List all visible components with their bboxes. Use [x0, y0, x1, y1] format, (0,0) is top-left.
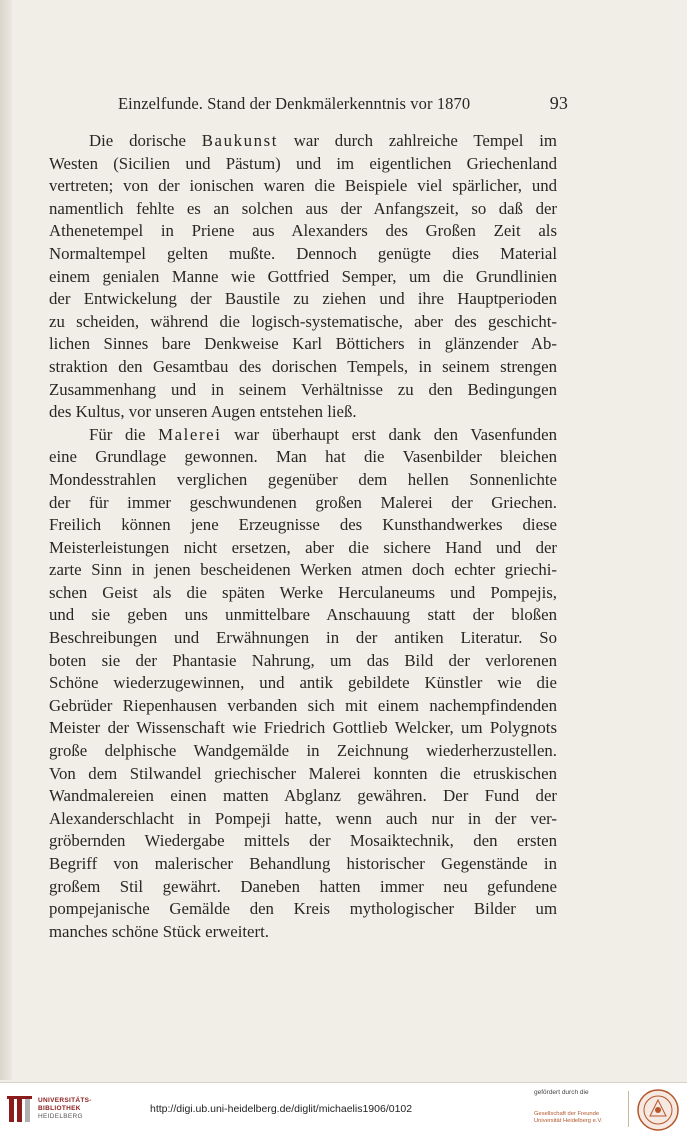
text-line: Schöne wiederzugewinnen, und antik gebildete Künstler wie die — [49, 673, 557, 693]
text-line: großem Stil gewährt. Daneben hatten immer neu gefundene — [49, 876, 557, 896]
text-line: gröbernden Wiedergabe mittels der Mosaiktechnik, den ersten — [49, 831, 557, 851]
text-line: Wandmalereien einen matten Abglanz gewähren. Der Fund der — [49, 786, 557, 806]
permalink-url[interactable]: http://digi.ub.uni-heidelberg.de/diglit/michaelis1906/0102 — [150, 1103, 413, 1115]
text-line: Die dorische Baukunst war durch zahlreiche Tempel im — [89, 131, 557, 150]
text-line: zarte Sinn in jenen bescheidenen Werken atmen doch echter griechi- — [49, 560, 557, 580]
text-line: Beschreibungen und Erwähnungen in der antiken Literatur. So — [49, 628, 557, 648]
sponsor-name — [534, 1111, 602, 1125]
emphasis-word: Malerei — [158, 424, 222, 444]
text-line: schen Geist als die späten Werke Herculaneums und Pompejis, — [49, 582, 557, 602]
emphasis-word: Baukunst — [201, 131, 278, 150]
library-line-1: UNIVERSITÄTS- — [38, 1097, 92, 1104]
library-logo[interactable] — [6, 1091, 106, 1129]
page-number: 93 — [549, 93, 568, 113]
sponsor-line-1: Gesellschaft der Freunde — [534, 1111, 600, 1117]
text-line: und sie geben uns unmittelbare Anschauung statt der bloßen — [49, 605, 557, 625]
page-gutter-shadow — [0, 0, 12, 1080]
library-name — [38, 1097, 92, 1121]
text-line: einem genialen Manne wie Gottfried Semper, um die Grundlinien — [49, 266, 557, 286]
sponsor-line-2: Universität Heidelberg e.V. — [534, 1118, 603, 1124]
sponsor-block[interactable] — [520, 1089, 630, 1131]
body-text — [49, 130, 557, 943]
text-line: pompejanische Gemälde den Kreis mythologischer Bilder um — [49, 899, 557, 919]
text-line: Zusammenhang und in seinem Verhältnisse zu den Bedingungen — [49, 379, 557, 399]
text-line: Begriff von malerischer Behandlung historischer Gegenstände in — [49, 854, 557, 873]
text-line: Freilich können jene Erzeugnisse des Kunsthandwerkes diese — [49, 515, 557, 535]
text-line: eine Grundlage gewonnen. Man hat die Vasenbilder bleichen — [49, 447, 557, 467]
library-line-2: BIBLIOTHEK — [38, 1105, 81, 1112]
text-line: des Kultus, vor unseren Augen entstehen ließ. — [49, 402, 357, 422]
viewer-footer — [0, 1082, 687, 1135]
text-line: Westen (Sicilien und Pästum) und im eigentlichen Griechenland — [49, 153, 557, 173]
running-head-title: Einzelfunde. Stand der Denkmälerkenntnis vor 1870 — [118, 94, 471, 113]
text-line: der für immer geschwundenen großen Malerei der Griechen. — [49, 492, 557, 512]
text-line: boten sie der Phantasie Nahrung, um das Bild der verlorenen — [49, 650, 557, 670]
text-line: Meisterleistungen nicht ersetzen, aber die sichere Hand und der — [49, 537, 557, 557]
funded-by-label: gefördert durch die — [534, 1089, 589, 1096]
text-line: zu scheiden, während die logisch-systematische, aber des geschicht- — [49, 311, 557, 331]
footer-divider — [628, 1091, 629, 1127]
library-emblem-icon — [6, 1095, 34, 1125]
text-line: lichen Sinnes bare Denkweise Karl Böttichers in glänzender Ab- — [49, 334, 557, 354]
text-line: straktion den Gesamtbau des dorischen Tempels, in seinem strengen — [49, 356, 557, 376]
text-line: manches schöne Stück erweitert. — [49, 921, 269, 941]
library-line-3: HEIDELBERG — [38, 1113, 83, 1120]
text-line: Meister der Wissenschaft wie Friedrich Gottlieb Welcker, um Polygnots — [49, 718, 557, 738]
text-line: Athenetempel in Priene aus Alexanders des Großen Zeit als — [49, 221, 557, 241]
text-line: Mondesstrahlen verglichen gegenüber dem hellen Sonnenlichte — [49, 469, 557, 489]
text-line: vertreten; von der ionischen waren die Beispiele viel spärlicher, und — [49, 176, 557, 196]
text-line: der Entwickelung der Baustile zu ziehen und ihre Hauptperioden — [49, 289, 557, 309]
running-head — [118, 94, 568, 118]
text-line: Gebrüder Riepenhausen verbanden sich mit einem nachempfindenden — [49, 695, 557, 715]
text-line: Normaltempel gelten mußte. Dennoch genügte dies Material — [49, 243, 557, 263]
text-line: namentlich fehlte es an solchen aus der Anfangszeit, so daß der — [49, 198, 557, 218]
text-line: Für die Malerei war überhaupt erst dank den Vasenfunden — [89, 424, 557, 444]
university-seal-icon[interactable] — [636, 1088, 680, 1132]
text-line: Von dem Stilwandel griechischer Malerei konnten die etruskischen — [49, 763, 557, 783]
text-line: Alexanderschlacht in Pompeji hatte, wenn auch nur in der ver- — [49, 808, 557, 828]
text-line: große delphische Wandgemälde in Zeichnung wiederherzustellen. — [49, 741, 557, 761]
